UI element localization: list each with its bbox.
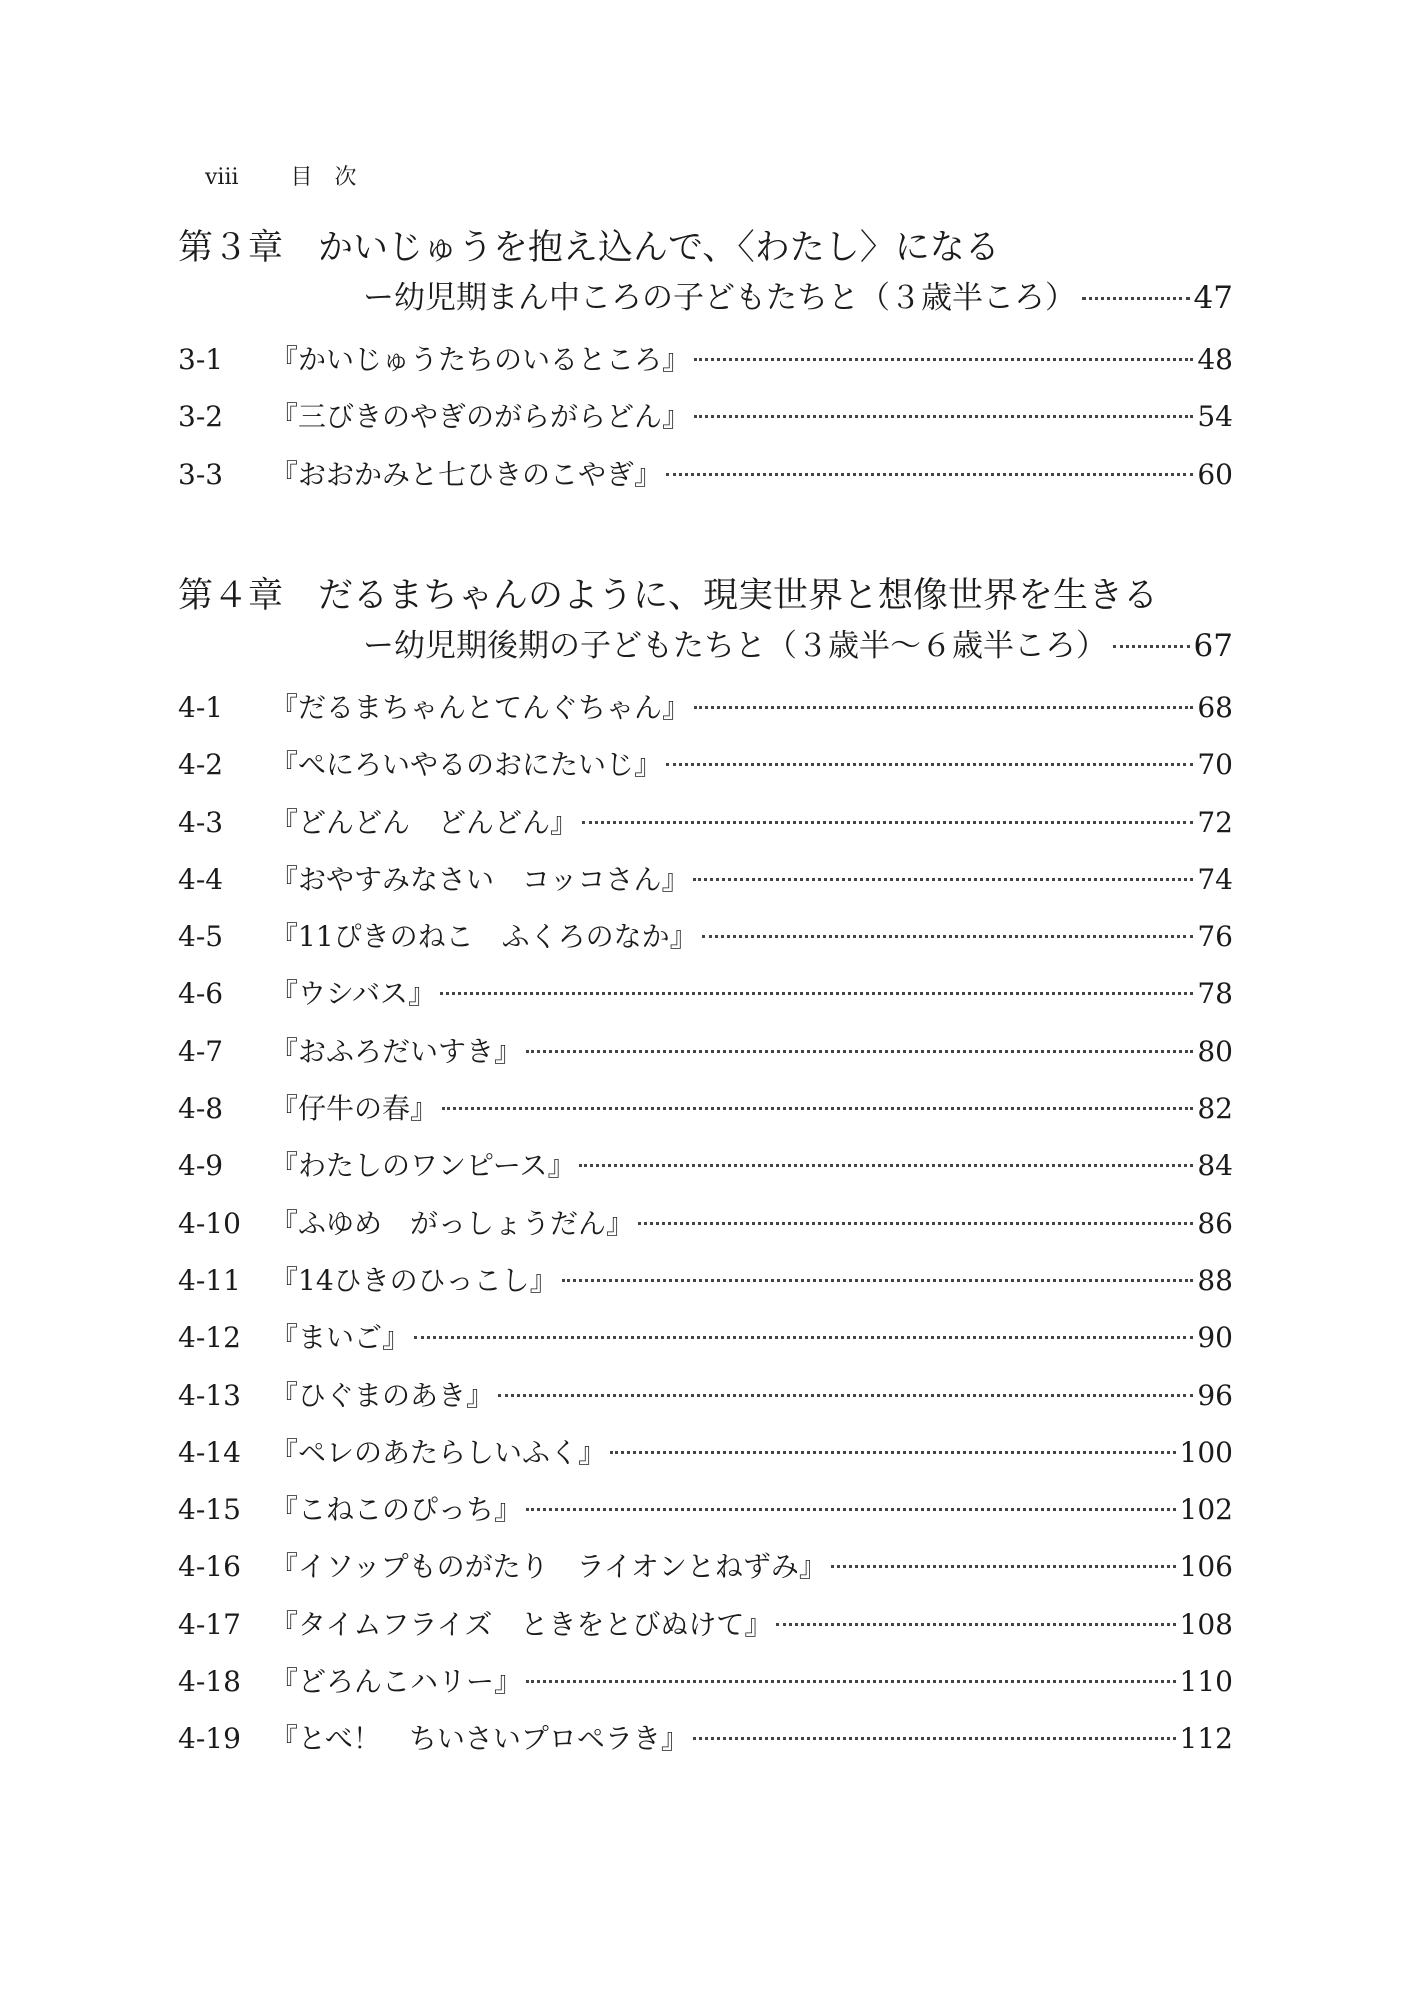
entry-title: 『ひぐまのあき』 (270, 1378, 495, 1412)
entry-title: 『ぺにろいやるのおにたいじ』 (270, 748, 663, 782)
chapter-number: 第４章 (178, 576, 284, 616)
entry-page: 74 (1197, 862, 1233, 896)
chapter-3-entries (178, 338, 1233, 510)
toc-entry[interactable] (178, 1603, 1233, 1660)
toc-entry[interactable] (178, 1087, 1233, 1144)
entry-title: 『ふゆめ がっしょうだん』 (270, 1206, 635, 1240)
chapter-subtitle-text: ー幼児期後期の子どもたちと（３歳半～６歳半ころ） (363, 628, 1107, 664)
entry-page: 86 (1197, 1206, 1233, 1240)
dot-leader (442, 1107, 1193, 1110)
dot-leader (694, 415, 1193, 418)
entry-title: 『三びきのやぎのがらがらどん』 (270, 400, 691, 434)
entry-id: 4-12 (178, 1321, 241, 1355)
entry-id: 4-5 (178, 920, 224, 954)
entry-id: 4-6 (178, 977, 224, 1011)
chapter-subtitle-text: ー幼児期まん中ころの子どもたちと（３歳半ころ） (363, 280, 1076, 316)
section-label: 目 次 (290, 165, 357, 190)
chapter-3-heading (178, 222, 1233, 322)
dot-leader (526, 1508, 1176, 1511)
toc-entry[interactable] (178, 1545, 1233, 1602)
toc-entry[interactable] (178, 1660, 1233, 1717)
entry-id: 4-13 (178, 1378, 241, 1412)
dot-leader (693, 1737, 1176, 1740)
dot-leader (831, 1565, 1176, 1568)
chapter-4-heading (178, 570, 1233, 670)
entry-id: 4-19 (178, 1722, 241, 1756)
entry-page: 102 (1179, 1493, 1233, 1527)
entry-page: 100 (1179, 1435, 1233, 1469)
toc-entry[interactable] (178, 743, 1233, 800)
entry-title: 『おおかみと七ひきのこやぎ』 (270, 457, 663, 491)
entry-page: 96 (1197, 1378, 1233, 1412)
toc-entry[interactable] (178, 972, 1233, 1029)
chapter-number: 第３章 (178, 228, 284, 268)
entry-page: 84 (1197, 1149, 1233, 1183)
entry-id: 4-3 (178, 805, 224, 839)
dot-leader (1113, 645, 1190, 648)
running-header (205, 160, 409, 191)
entry-page: 82 (1197, 1092, 1233, 1126)
entry-page: 68 (1197, 691, 1233, 724)
chapter-title (178, 570, 1233, 622)
toc-entry[interactable] (178, 858, 1233, 915)
entry-id: 4-10 (178, 1206, 241, 1240)
dot-leader (776, 1623, 1175, 1626)
entry-id: 3-1 (178, 343, 224, 376)
chapter-subtitle (178, 274, 1233, 322)
entry-page: 106 (1179, 1550, 1233, 1584)
toc-entry[interactable] (178, 1259, 1233, 1316)
page-numeral: viii (205, 165, 239, 190)
dot-leader (610, 1451, 1176, 1454)
entry-title: 『だるまちゃんとてんぐちゃん』 (270, 691, 691, 724)
entry-id: 4-16 (178, 1550, 241, 1584)
entry-title: 『どろんこハリー』 (270, 1665, 523, 1699)
toc-entry[interactable] (178, 1374, 1233, 1431)
entry-id: 4-4 (178, 862, 224, 896)
dot-leader (440, 992, 1193, 995)
entry-title: 『かいじゅうたちのいるところ』 (270, 343, 691, 376)
dot-leader (526, 1050, 1193, 1053)
dot-leader (694, 706, 1193, 709)
toc-entry[interactable] (178, 915, 1233, 972)
entry-title: 『こねこのぴっち』 (270, 1493, 523, 1527)
dot-leader (562, 1279, 1194, 1282)
entry-page: 88 (1197, 1263, 1233, 1297)
entry-page: 54 (1197, 400, 1233, 434)
toc-entry[interactable] (178, 1488, 1233, 1545)
toc-entry[interactable] (178, 338, 1233, 395)
dot-leader (693, 878, 1193, 881)
toc-entry[interactable] (178, 686, 1233, 743)
toc-entry[interactable] (178, 1030, 1233, 1087)
toc-entry[interactable] (178, 453, 1233, 510)
entry-page: 78 (1197, 977, 1233, 1011)
chapter-page-number: 67 (1193, 628, 1233, 664)
entry-page: 48 (1197, 343, 1233, 376)
entry-page: 110 (1179, 1665, 1233, 1699)
entry-title: 『イソップものがたり ライオンとねずみ』 (270, 1550, 827, 1584)
toc-entry[interactable] (178, 801, 1233, 858)
entry-title: 『わたしのワンピース』 (270, 1149, 576, 1183)
dot-leader (498, 1394, 1193, 1397)
entry-title: 『おやすみなさい コッコさん』 (270, 862, 690, 896)
entry-id: 4-7 (178, 1034, 224, 1068)
entry-title: 『タイムフライズ ときをとびぬけて』 (270, 1607, 773, 1641)
dot-leader (666, 763, 1193, 766)
entry-title: 『11ぴきのねこ ふくろのなか』 (270, 920, 698, 954)
entry-page: 80 (1197, 1034, 1233, 1068)
chapter-subtitle (178, 622, 1233, 670)
toc-entry[interactable] (178, 1431, 1233, 1488)
dot-leader (702, 935, 1194, 938)
chapter-page-number: 47 (1193, 280, 1233, 316)
entry-page: 72 (1197, 805, 1233, 839)
entry-title: 『おふろだいすき』 (270, 1034, 523, 1068)
entry-id: 4-15 (178, 1493, 241, 1527)
entry-page: 60 (1197, 457, 1233, 491)
entry-id: 4-11 (178, 1263, 241, 1297)
toc-entry[interactable] (178, 1717, 1233, 1774)
entry-page: 108 (1179, 1607, 1233, 1641)
chapter-title-text: かいじゅうを抱え込んで、〈わたし〉になる (318, 228, 1000, 268)
entry-title: 『ペレのあたらしいふく』 (270, 1435, 607, 1469)
entry-id: 4-1 (178, 691, 224, 724)
chapter-title-text: だるまちゃんのように、現実世界と想像世界を生きる (318, 576, 1159, 616)
dot-leader (526, 1680, 1176, 1683)
entry-title: 『まいご』 (270, 1321, 411, 1355)
chapter-4-entries (178, 686, 1233, 1775)
entry-id: 4-18 (178, 1665, 241, 1699)
entry-page: 70 (1197, 748, 1233, 782)
entry-id: 4-9 (178, 1149, 224, 1183)
entry-title: 『仔牛の春』 (270, 1092, 439, 1126)
entry-title: 『ウシバス』 (270, 977, 437, 1011)
dot-leader (694, 358, 1193, 361)
toc-entry[interactable] (178, 395, 1233, 452)
entry-page: 112 (1179, 1722, 1233, 1756)
entry-title: 『どんどん どんどん』 (270, 805, 579, 839)
toc-entry[interactable] (178, 1202, 1233, 1259)
dot-leader (414, 1336, 1193, 1339)
entry-id: 4-17 (178, 1607, 241, 1641)
toc-entry[interactable] (178, 1144, 1233, 1201)
entry-id: 3-2 (178, 400, 224, 434)
dot-leader (666, 473, 1193, 476)
dot-leader (582, 821, 1193, 824)
entry-title: 『14ひきのひっこし』 (270, 1263, 558, 1297)
chapter-title (178, 222, 1233, 274)
entry-title: 『とべ！ ちいさいプロペラき』 (270, 1722, 689, 1756)
entry-id: 4-2 (178, 748, 224, 782)
entry-page: 90 (1197, 1321, 1233, 1355)
dot-leader (1082, 297, 1190, 300)
toc-entry[interactable] (178, 1316, 1233, 1373)
dot-leader (579, 1164, 1193, 1167)
entry-id: 4-8 (178, 1092, 224, 1126)
entry-id: 3-3 (178, 457, 224, 491)
dot-leader (638, 1222, 1193, 1225)
entry-id: 4-14 (178, 1435, 241, 1469)
entry-page: 76 (1197, 920, 1233, 954)
